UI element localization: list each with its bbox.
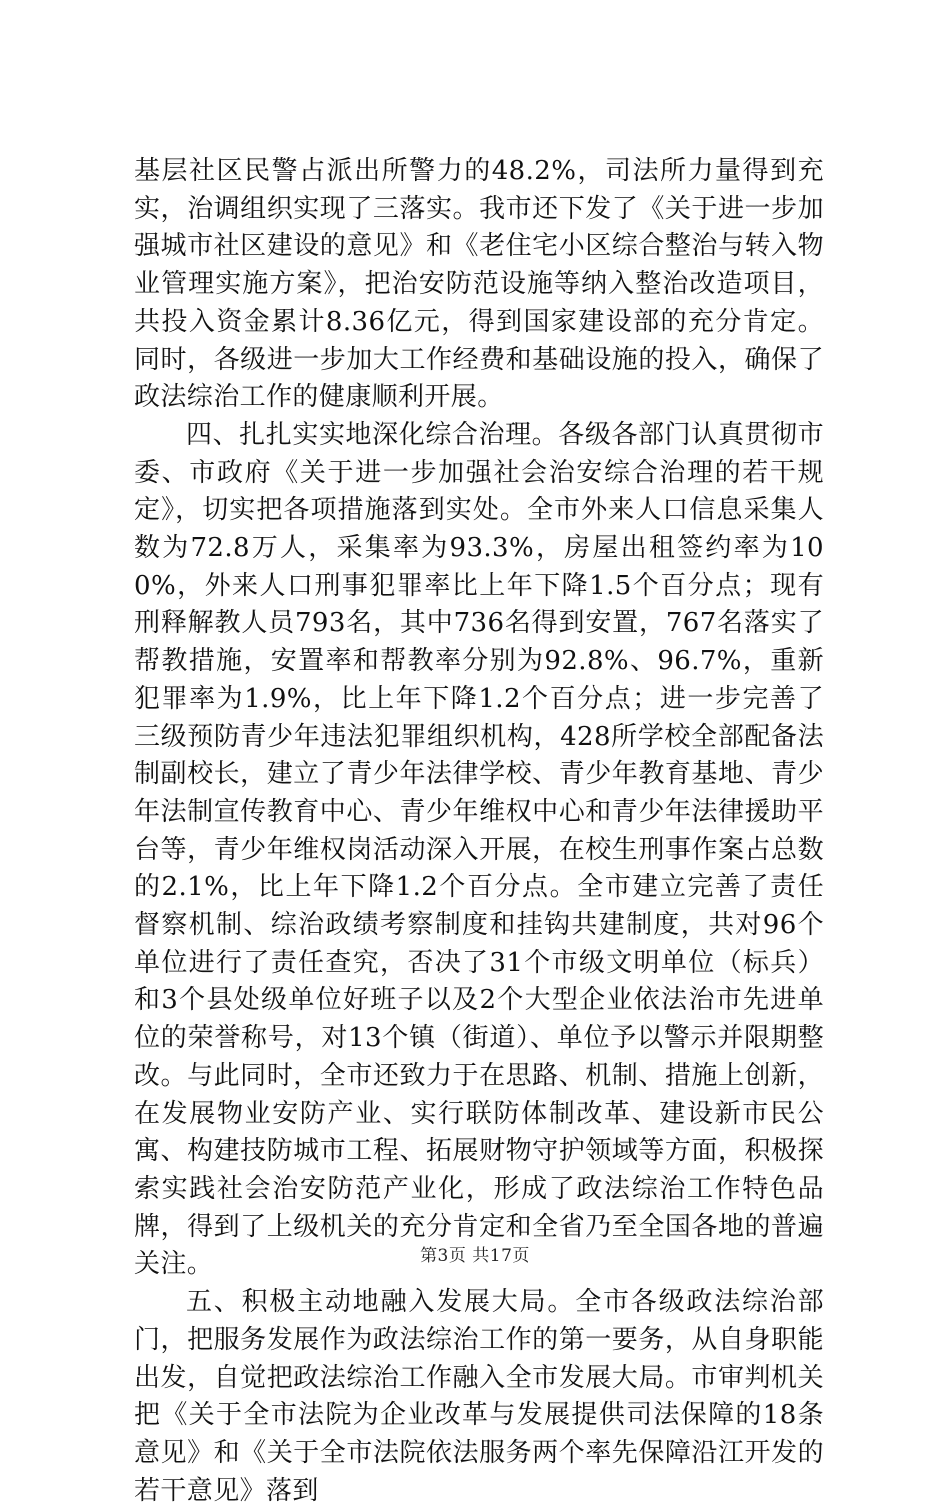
- paragraph-2: 四、扎扎实实地深化综合治理。各级各部门认真贯彻市委、市政府《关于进一步加强社会治安综合治理的若干规定》，切实把各项措施落到实处。全市外来人口信息采集人数为72.8万人，采集率为93.3%，房屋出租签约率为100%，外来人口刑事犯罪率比上年下降1.5个百分点；现有刑释解教人员793名，其中736名得到安置，767名落实了帮教措施，安置率和帮教率分别为92.8%、96.7%，重新犯罪率为1.9%，比上年下降1.2个百分点；进一步完善了三级预防青少年违法犯罪组织机构，428所学校全部配备法制副校长，建立了青少年法律学校、青少年教育基地、青少年法制宣传教育中心、青少年维权中心和青少年法律援助平台等，青少年维权岗活动深入开展，在校生刑事作案占总数的2.1%，比上年下降1.2个百分点。全市建立完善了责任督察机制、综治政绩考察制度和挂钩共建制度，共对96个单位进行了责任查究，否决了31个市级文明单位（标兵）和3个县处级单位好班子以及2个大型企业依法治市先进单位的荣誉称号，对13个镇（街道）、单位予以警示并限期整改。与此同时，全市还致力于在思路、机制、措施上创新，在发展物业安防产业、实行联防体制改革、建设新市民公寓、构建技防城市工程、拓展财物守护领域等方面，积极探索实践社会治安防范产业化，形成了政法综治工作特色品牌，得到了上级机关的充分肯定和全省乃至全国各地的普遍关注。: [134, 419, 824, 1280]
- body-text: [134, 153, 824, 1510]
- paragraph-1: 基层社区民警占派出所警力的48.2%，司法所力量得到充实，治调组织实现了三落实。我市还下发了《关于进一步加强城市社区建设的意见》和《老住宅小区综合整治与转入物业管理实施方案》，把治安防范设施等纳入整治改造项目，共投入资金累计8.36亿元，得到国家建设部的充分肯定。同时，各级进一步加大工作经费和基础设施的投入，确保了政法综治工作的健康顺利开展。: [134, 156, 824, 413]
- paragraph-3: 五、积极主动地融入发展大局。全市各级政法综治部门，把服务发展作为政法综治工作的第一要务，从自身职能出发，自觉把政法综治工作融入全市发展大局。市审判机关把《关于全市法院为企业改革与发展提供司法保障的18条意见》和《关于全市法院依法服务两个率先保障沿江开发的若干意见》落到: [134, 1287, 824, 1506]
- page-footer: 第3页 共17页: [420, 1246, 530, 1266]
